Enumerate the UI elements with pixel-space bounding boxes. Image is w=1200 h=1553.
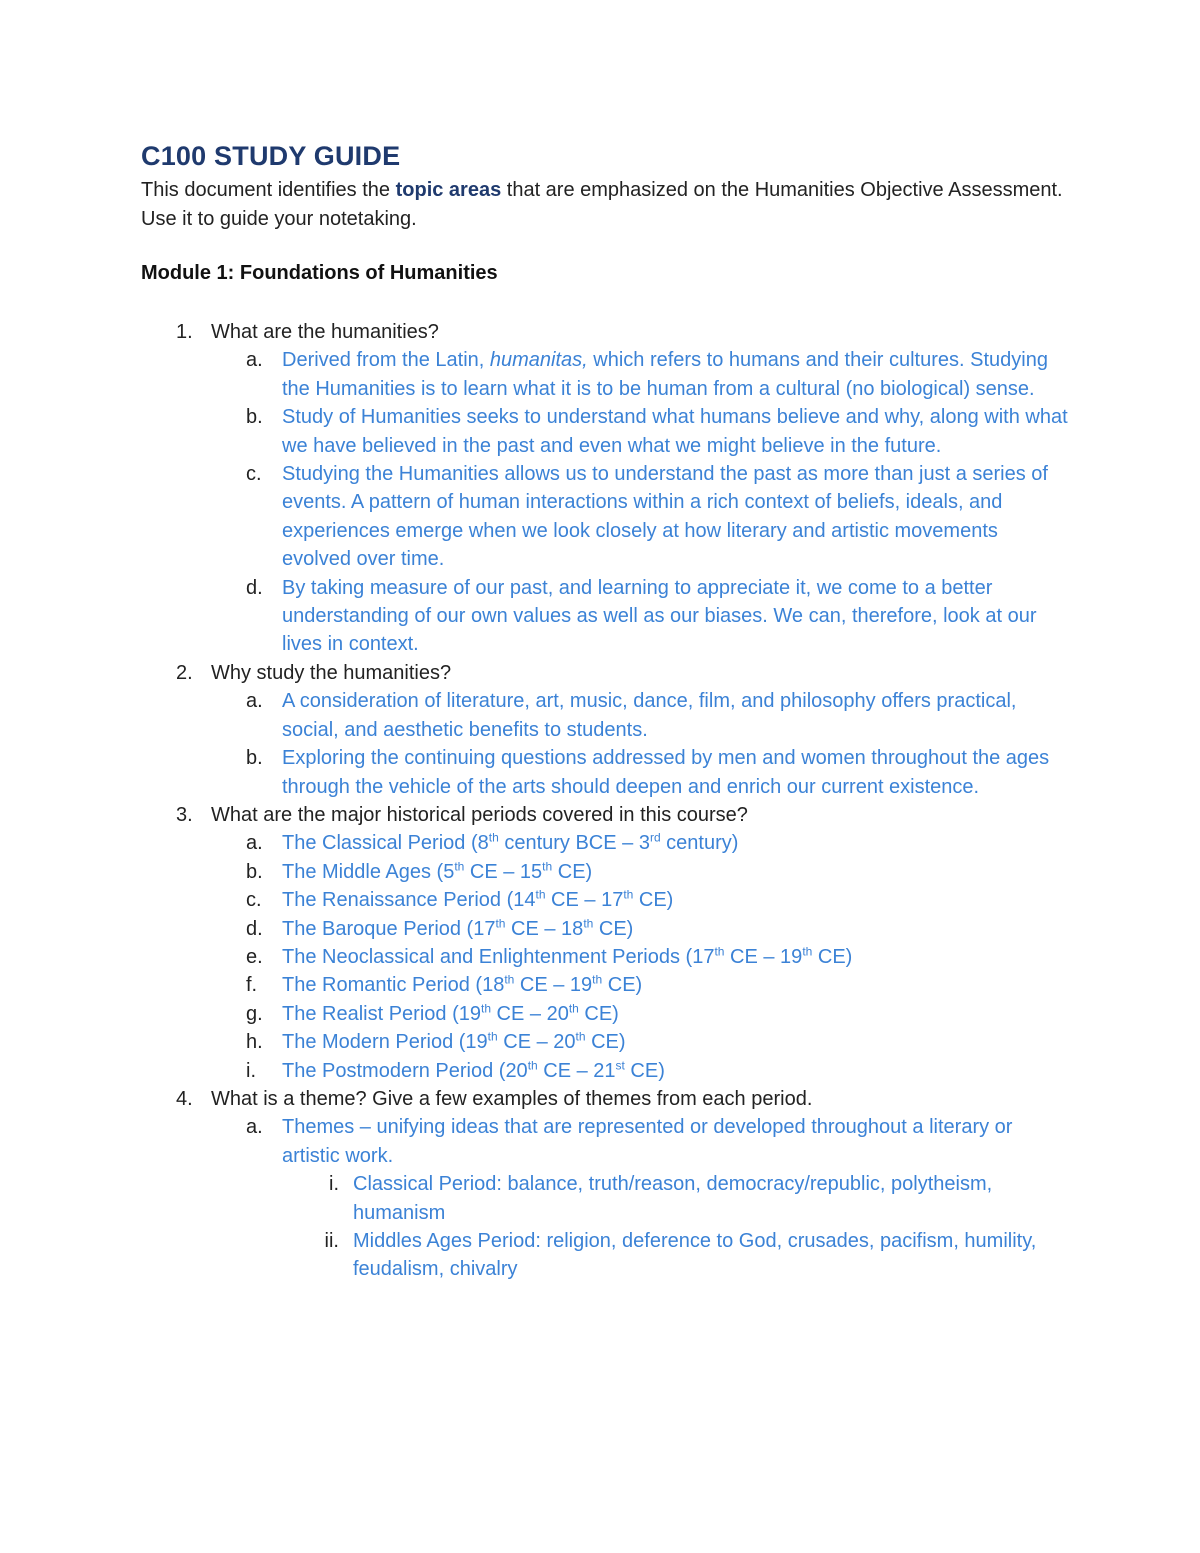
theme-text: Classical Period: balance, truth/reason, democracy/republic, polytheism, humanism [353,1173,993,1224]
answer-letter: a. [246,349,263,372]
question-3 [0,801,1071,829]
period-sup-end: st [615,1057,625,1072]
period-letter: e. [246,945,263,968]
answer-1a [0,346,1072,403]
intro-text-after: that are emphasized on the Humanities Objective Assessment. Use it to guide your notetaking. [141,179,1063,230]
period-name: The Realist Period (19 [282,1002,481,1025]
period-name: The Romantic Period (18 [282,974,505,997]
question-1 [0,318,1071,346]
answer-1b [0,403,1072,460]
period-name: The Neoclassical and Enlightenment Periods (17 [282,945,715,968]
document-title: C100 STUDY GUIDE [141,141,401,171]
answer-text: By taking measure of our past, and learning to appreciate it, we come to a better understanding of our own values as well as our biases. We can, therefore, look at our lives in context. [282,576,1037,656]
answer-text: Studying the Humanities allows us to understand the past as more than just a series of events. A pattern of human interactions within a rich context of beliefs, ideals, and experiences emerge when we look closely at how literary and artistic movements evolved over time. [282,463,1048,571]
period-item [0,943,1072,971]
answer-text-pre: Derived from the Latin, [282,349,490,372]
answer-1d [0,574,1072,659]
period-name: The Postmodern Period (20 [282,1059,528,1082]
period-item [0,858,1072,886]
period-sup-end: th [802,944,813,959]
answer-text: Themes – unifying ideas that are represented or developed throughout a literary or artistic work. [282,1116,1013,1167]
period-name: The Classical Period (8 [282,832,489,855]
study-outline [0,318,1200,1284]
period-mid: CE – 19 [724,945,803,968]
period-end: CE) [578,1002,619,1025]
period-name: The Baroque Period (17 [282,917,496,940]
period-letter: a. [246,832,263,855]
period-item [0,971,1072,999]
period-letter: h. [246,1031,263,1054]
answer-2b [0,744,1072,801]
period-sup-start: th [504,972,515,987]
period-sup-end: th [568,1001,579,1016]
period-end: CE) [633,889,674,912]
answer-text-post: which refers to humans and their cultures. Studying the Humanities is to learn what it is to be human from a cultural (no biological) sense. [282,349,1048,400]
period-sup-end: th [623,887,634,902]
period-end: CE) [812,945,853,968]
period-sup-start: th [454,859,465,874]
intro-highlight: topic areas [395,179,502,201]
answer-1c [0,460,1072,574]
period-item [0,1000,1072,1028]
question-number: 4. [176,1087,193,1110]
period-sup-start: th [714,944,725,959]
answer-letter: a. [246,690,263,713]
theme-numeral: ii. [324,1230,339,1252]
question-number: 2. [176,661,193,684]
period-letter: g. [246,1002,263,1025]
period-sup-start: th [487,1029,498,1044]
period-mid: CE – 21 [537,1059,616,1082]
period-mid: CE – 15 [464,860,543,883]
answer-text: Study of Humanities seeks to understand what humans believe and why, along with what we have believed in the past and even what we might believe in the future. [282,406,1068,457]
period-letter: f. [246,974,258,997]
period-end: century) [660,832,739,855]
answer-letter: c. [246,463,262,486]
question-4 [0,1085,1071,1113]
period-sup-start: th [527,1057,538,1072]
period-sup-end: rd [649,830,661,845]
period-name: The Middle Ages (5 [282,860,455,883]
period-sup-end: th [542,859,553,874]
intro-paragraph [141,176,1071,234]
answer-2a [0,687,1072,744]
period-mid: CE – 19 [514,974,593,997]
answer-letter: b. [246,406,263,429]
answer-text: A consideration of literature, art, music, dance, film, and philosophy offers practical, social, and aesthetic benefits to students. [282,690,1017,741]
answer-text: Exploring the continuing questions addressed by men and women throughout the ages through the vehicle of the arts should deepen and enrich our current existence. [282,747,1050,798]
question-2 [0,659,1071,687]
period-sup-start: th [488,830,499,845]
period-end: CE) [585,1031,626,1054]
intro-text-before: This document identifies the [141,179,396,201]
period-letter: b. [246,860,263,883]
period-end: CE) [602,974,643,997]
theme-text: Middles Ages Period: religion, deference to God, crusades, pacifism, humility, feudalism, chivalry [353,1230,1037,1281]
period-sup-end: th [583,915,594,930]
answer-letter: a. [246,1116,263,1139]
period-letter: i. [246,1059,256,1082]
period-sup-start: th [535,887,546,902]
question-text: What is a theme? Give a few examples of themes from each period. [211,1087,813,1110]
period-item [0,1057,1072,1085]
period-sup-start: th [480,1001,491,1016]
period-mid: CE – 17 [545,889,624,912]
answer-letter: d. [246,576,263,599]
question-text: What are the major historical periods covered in this course? [211,803,748,826]
answer-text-italic: humanitas, [489,349,588,372]
question-text: Why study the humanities? [211,661,452,684]
period-name: The Renaissance Period (14 [282,889,536,912]
period-end: CE) [624,1059,665,1082]
period-mid: CE – 20 [491,1002,569,1025]
theme-numeral: i. [329,1173,339,1196]
period-letter: c. [246,889,262,912]
period-mid: CE – 20 [497,1031,576,1054]
answer-letter: b. [246,747,263,770]
theme-item-classical [0,1170,1073,1227]
period-name: The Modern Period (19 [282,1031,488,1054]
question-number: 3. [176,803,193,826]
period-item [0,915,1072,943]
period-mid: CE – 18 [505,917,584,940]
period-item [0,886,1072,914]
period-mid: century BCE – 3 [498,832,650,855]
theme-item-middle-ages [0,1227,1073,1284]
question-number: 1. [176,321,193,343]
period-end: CE) [593,917,634,940]
period-sup-start: th [495,915,506,930]
period-item [0,1028,1072,1056]
answer-4a [0,1113,1072,1170]
question-text: What are the humanities? [211,321,439,343]
period-letter: d. [246,917,263,940]
period-end: CE) [552,860,593,883]
period-sup-end: th [575,1029,586,1044]
period-sup-end: th [592,972,603,987]
period-item [0,829,1072,857]
module-heading: Module 1: Foundations of Humanities [141,262,498,284]
